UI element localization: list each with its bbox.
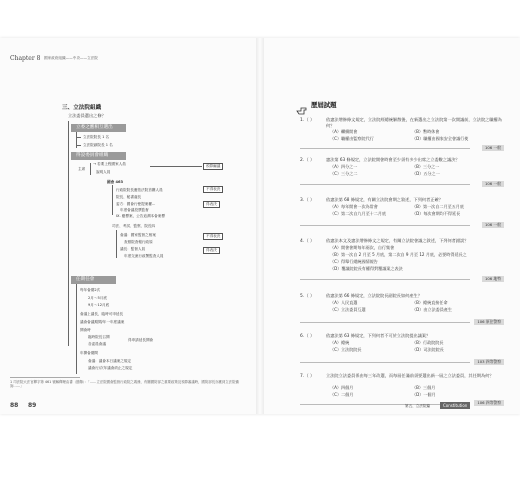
option: （A）每年開會一次為常會 [330,204,378,209]
option: （A）四個月 [330,385,354,390]
tag-revise-2: 得表決 [203,247,220,254]
composition-item: 立法院院長 1 名 [83,135,110,139]
term-item: 各委員會議 [88,342,106,346]
question-source: 106 一般 [482,222,504,228]
question-number: 5.（ ） [300,294,315,299]
tag-revise: 得表決 [203,201,220,208]
option: （B）行政院院長 [412,340,444,345]
option: （A）總統 [330,340,350,345]
question-text: 立法院立法委員係由每三年改選，而每屆任滿前須要選出新一屆之立法委員，其任期為何？ [326,373,494,378]
term-item: 議會會議期間/年一年度議案 [80,320,125,324]
option: （B）三分之一 [412,164,440,169]
option: （C）得舉行總統國情報告 [330,259,378,264]
tag-unconstitutional: 不得表決 [203,186,223,193]
agency-item: 查照院查報行政原 [124,240,153,244]
question-6 [300,333,504,367]
footer-badge: Constitution [440,402,470,409]
question-2 [300,157,504,191]
option: （B）三個月 [412,385,436,390]
option: （A）人民直選 [330,300,358,305]
agencies-root: 主席 [78,167,86,171]
agency-item: 委方：國會行使提案權... [116,202,156,206]
option: （B）第一次自 2 月至 5 月底，第二次自 9 月至 12 月底，必要時得延長之 [330,252,467,257]
question-number: 4.（ ） [300,239,315,244]
subheading: 立法委員選出之條？ [68,113,106,118]
question-text: 依憲法第 66 條規定，立法院院長副院長如何產生？ [326,293,422,298]
option: （A）開會會期每年兩次，自行集會 [330,245,395,250]
book-gutter [256,38,264,414]
composition-item: 立法院副院長 1 名 [83,143,113,147]
agency-item: 年度交流行政署監查人員 [124,254,164,258]
question-source: 106 四等警察 [474,400,504,406]
option: （C）立法委員互選 [330,307,366,312]
option: （D）由立法委員產生 [412,307,452,312]
agencies-branch: → 若要上程國家人員 [93,162,126,166]
term-item: 會議：議會本日議案之規定 [88,359,132,363]
option: （D）五分之一 [412,171,440,176]
section-heading: 三、立法院組織 [62,105,102,111]
question-number: 3.（ ） [300,198,315,203]
footnote: 1 司法院大法官釋字第 461 號解釋理由書（節錄）：「……立法院國會監督行政院之義務，有關國防部之重要政策及預算審議時，國防部長亦應到立法院備詢……」 [10,380,239,389]
question-7 [300,373,504,409]
agency-item: IX. 應標案，公告追溯本會案標 [116,214,165,218]
question-4 [300,238,504,284]
agency-item: 司法、考試、監察、院長四 [112,224,156,228]
option: （A）四分之一 [330,164,358,169]
agencies-office: 國會 463 [107,180,123,184]
main-tree-line [68,121,69,346]
question-text: 依憲法第 63 條規定，下列何者不可於立法院提出議案？ [326,333,431,338]
option: （C）職權由監察院代行 [330,136,374,141]
agency-item: 會議：國家監督之相案 [120,233,156,237]
question-1 [300,117,504,155]
option: （C）第二次自九月至十二月底 [330,211,387,216]
question-source: 106 一般 [482,181,504,187]
question-source: 106 地特 [482,276,504,282]
question-source: 103 四等警察 [474,359,504,365]
question-text: 依憲法本文及憲法增修條文之規定，有關立法院會議之敘述，下列何者錯誤？ [326,238,469,243]
option: （C）二個月 [330,392,354,397]
option: （D）司法院院長 [412,347,444,352]
question-text: 憲法第 63 條規定，立法院開會時會至少須有多少出席之立委數之議決？ [326,157,460,162]
agency-item: 年度會議投票監督 [120,208,149,212]
question-number: 7.（ ） [300,374,315,379]
question-text: 依憲法增修條文規定，立法院經總統解散後，在新選出之立法院第一次開議前，立法院之職權為何？ [326,117,502,128]
question-number: 6.（ ） [300,334,315,339]
agency-item: 行政院院長應依法院首關人員 [116,188,163,192]
option: （C）立法院院長 [330,347,362,352]
term-item: 9月～12月底 [88,303,110,307]
option: （D）一個月 [412,392,436,397]
question-5 [300,293,504,327]
option: （C）三分之二 [330,171,358,176]
page-number-left: 88 [10,402,19,409]
option: （B）第一次自二月至五月底 [412,204,464,209]
term-item: 年開會期間 [80,351,98,355]
term-box: 任期任會 [71,276,116,284]
chapter-label: Chapter 8 [10,55,41,62]
tag-budget: 預算編議 [203,163,223,170]
term-item: 開會時 [80,328,91,332]
chapter-title: 國家政府組織——中央——立法院 [44,56,98,60]
option: （D）覆議院院長有權得對覆議案之表決 [330,266,403,271]
tag-unconstitutional-2: 不得表決 [203,233,223,240]
question-text: 依憲法第 68 條規定，有關立法院會期之敘述，下列何者正確？ [326,197,443,202]
option: （D）每次會期均不得延長 [412,211,461,216]
footer-text: 第五、立法院篇 [405,404,431,408]
option: （D）職權由國家安全會議行使 [412,136,469,141]
option: （B）總統直接任命 [412,300,448,305]
option: （A）繼續開會 [330,129,358,134]
term-item: 議會行/次年議會終止之規定 [88,366,133,370]
question-source: 106 一般 [482,145,504,151]
agency-item: 議長：監督人員 [120,247,146,251]
term-item: 得申請延長開會 [128,338,154,342]
term-item: 2月～5月底 [88,296,107,300]
term-item: 會議上議長，臨時可申延長 [80,312,124,316]
agencies-box: 得設委員會組織 [71,152,126,160]
question-3 [300,197,504,231]
exam-section-title: 歷屆試題 [311,101,337,109]
option: （B）暫時休會 [412,129,440,134]
agencies-branch: 說明人員 [96,170,111,174]
question-number: 1.（ ） [300,118,315,123]
composition-box: 立委之應相互選出 [71,124,126,132]
term-item: 每年會期2次 [80,288,101,292]
term-item: 臨時院長召開 [88,335,110,339]
page-number-right: 89 [28,402,37,409]
agency-item: 院長、秘書處長 [116,195,142,199]
question-number: 2.（ ） [300,158,315,163]
question-source: 106 原住警察 [474,319,504,325]
